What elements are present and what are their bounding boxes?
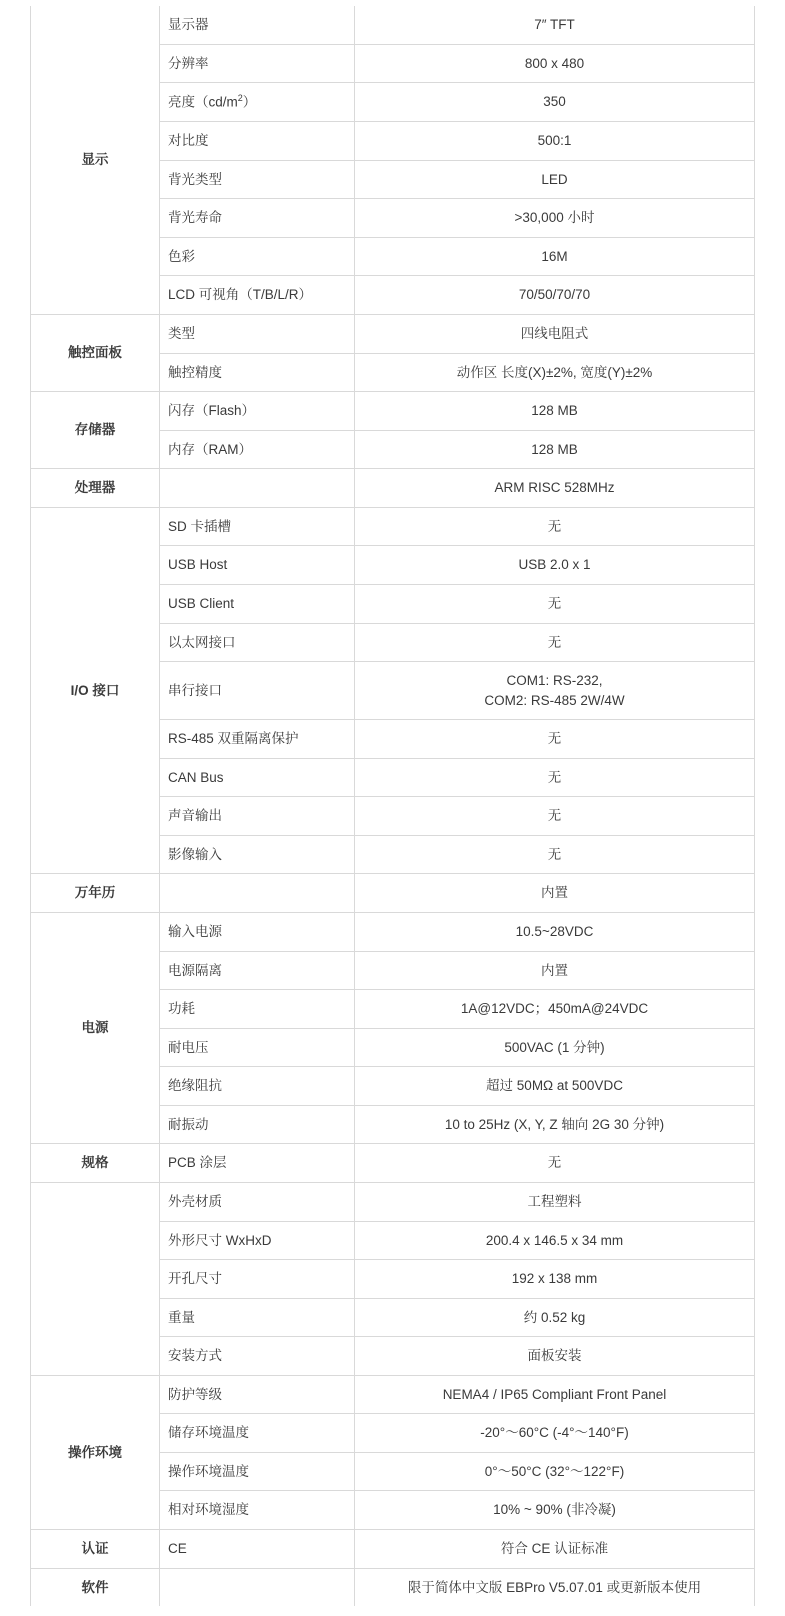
row-category: [31, 1182, 160, 1375]
row-item: RS-485 双重隔离保护: [160, 720, 355, 759]
table-row: [31, 1375, 755, 1414]
row-item: 储存环境温度: [160, 1414, 355, 1453]
row-item: 类型: [160, 315, 355, 354]
specification-table: [30, 6, 755, 1606]
row-item: 功耗: [160, 990, 355, 1029]
row-item: 亮度$(cd/m^2)$: [160, 83, 355, 122]
row-item: 背光寿命: [160, 199, 355, 238]
row-item: 影像输入: [160, 835, 355, 874]
row-item: 相对环境湿度: [160, 1491, 355, 1530]
row-value: 10.5~28VDC: [355, 913, 755, 952]
row-item: PCB 涂层: [160, 1144, 355, 1183]
row-category: 显示: [31, 6, 160, 315]
row-item: [160, 1568, 355, 1606]
row-value: 16M: [355, 237, 755, 276]
row-item: CE: [160, 1530, 355, 1569]
row-value-line: COM2: RS-485 2W/4W: [484, 692, 625, 708]
row-item: 声音输出: [160, 797, 355, 836]
row-item: 内存（RAM）: [160, 430, 355, 469]
specification-table-body: [31, 6, 755, 1606]
row-value: 70/50/70/70: [355, 276, 755, 315]
row-item: 操作环境温度: [160, 1452, 355, 1491]
row-value: USB 2.0 x 1: [355, 546, 755, 585]
row-value: 内置: [355, 874, 755, 913]
row-item: LCD 可视角（T/B/L/R）: [160, 276, 355, 315]
row-category: I/O 接口: [31, 507, 160, 874]
row-value: 内置: [355, 951, 755, 990]
table-row: [31, 1530, 755, 1569]
row-category: 处理器: [31, 469, 160, 508]
row-item: 耐振动: [160, 1105, 355, 1144]
row-item: 分辨率: [160, 44, 355, 83]
row-value: 无: [355, 758, 755, 797]
table-row: [31, 874, 755, 913]
row-value: 动作区 长度(X)±2%, 宽度(Y)±2%: [355, 353, 755, 392]
row-item: 以太网接口: [160, 623, 355, 662]
row-item: CAN Bus: [160, 758, 355, 797]
table-row: [31, 392, 755, 431]
row-item: 对比度: [160, 122, 355, 161]
row-item: 防护等级: [160, 1375, 355, 1414]
row-value: 128 MB: [355, 430, 755, 469]
row-item: [160, 874, 355, 913]
row-item: 开孔尺寸: [160, 1260, 355, 1299]
row-value: 1A@12VDC；450mA@24VDC: [355, 990, 755, 1029]
row-value: 无: [355, 584, 755, 623]
row-category: 认证: [31, 1530, 160, 1569]
row-category: 触控面板: [31, 315, 160, 392]
row-value: >30,000 小时: [355, 199, 755, 238]
row-value: 无: [355, 623, 755, 662]
row-value: 500VAC (1 分钟): [355, 1028, 755, 1067]
row-item: 安装方式: [160, 1337, 355, 1376]
row-item: 绝缘阻抗: [160, 1067, 355, 1106]
row-value: 超过 50MΩ at 500VDC: [355, 1067, 755, 1106]
row-value: 符合 CE 认证标准: [355, 1530, 755, 1569]
table-row: [31, 1182, 755, 1221]
row-value: 7″ TFT: [355, 6, 755, 44]
row-item: USB Client: [160, 584, 355, 623]
row-value: 限于简体中文版 EBPro V5.07.01 或更新版本使用: [355, 1568, 755, 1606]
row-category: 软件: [31, 1568, 160, 1606]
row-value: 10 to 25Hz (X, Y, Z 轴向 2G 30 分钟): [355, 1105, 755, 1144]
row-item: 串行接口: [160, 662, 355, 720]
row-value: 工程塑料: [355, 1182, 755, 1221]
row-value: 500:1: [355, 122, 755, 161]
row-item: 外形尺寸 WxHxD: [160, 1221, 355, 1260]
row-item: 重量: [160, 1298, 355, 1337]
row-item: 电源隔离: [160, 951, 355, 990]
row-item: 耐电压: [160, 1028, 355, 1067]
table-row: [31, 315, 755, 354]
row-value: 无: [355, 797, 755, 836]
row-value: [355, 662, 755, 720]
row-value: 350: [355, 83, 755, 122]
table-row: [31, 1144, 755, 1183]
row-category: 存储器: [31, 392, 160, 469]
row-category: 电源: [31, 913, 160, 1144]
row-value: 无: [355, 720, 755, 759]
row-item: 触控精度: [160, 353, 355, 392]
row-value: 192 x 138 mm: [355, 1260, 755, 1299]
row-item: 外壳材质: [160, 1182, 355, 1221]
row-value: 四线电阻式: [355, 315, 755, 354]
row-value: -20°～60°C (-4°～140°F): [355, 1414, 755, 1453]
row-category: 操作环境: [31, 1375, 160, 1529]
row-value-line: COM1: RS-232,: [506, 673, 603, 689]
row-value: 800 x 480: [355, 44, 755, 83]
row-value: 约 0.52 kg: [355, 1298, 755, 1337]
row-value: 面板安装: [355, 1337, 755, 1376]
row-value: LED: [355, 160, 755, 199]
table-row: [31, 1568, 755, 1606]
row-value: 128 MB: [355, 392, 755, 431]
table-row: [31, 507, 755, 546]
row-category: 万年历: [31, 874, 160, 913]
row-item: 色彩: [160, 237, 355, 276]
table-row: [31, 469, 755, 508]
row-value: 200.4 x 146.5 x 34 mm: [355, 1221, 755, 1260]
row-item: 输入电源: [160, 913, 355, 952]
row-item: SD 卡插槽: [160, 507, 355, 546]
row-value: ARM RISC 528MHz: [355, 469, 755, 508]
row-value: 无: [355, 1144, 755, 1183]
row-value: NEMA4 / IP65 Compliant Front Panel: [355, 1375, 755, 1414]
table-row: [31, 6, 755, 44]
row-value: 0°～50°C (32°～122°F): [355, 1452, 755, 1491]
row-item: [160, 469, 355, 508]
row-value: 10% ~ 90% (非冷凝): [355, 1491, 755, 1530]
row-value: 无: [355, 835, 755, 874]
table-row: [31, 913, 755, 952]
row-item: 背光类型: [160, 160, 355, 199]
row-value: 无: [355, 507, 755, 546]
row-category: 规格: [31, 1144, 160, 1183]
row-item: USB Host: [160, 546, 355, 585]
row-item: 闪存（Flash）: [160, 392, 355, 431]
row-item: 显示器: [160, 6, 355, 44]
